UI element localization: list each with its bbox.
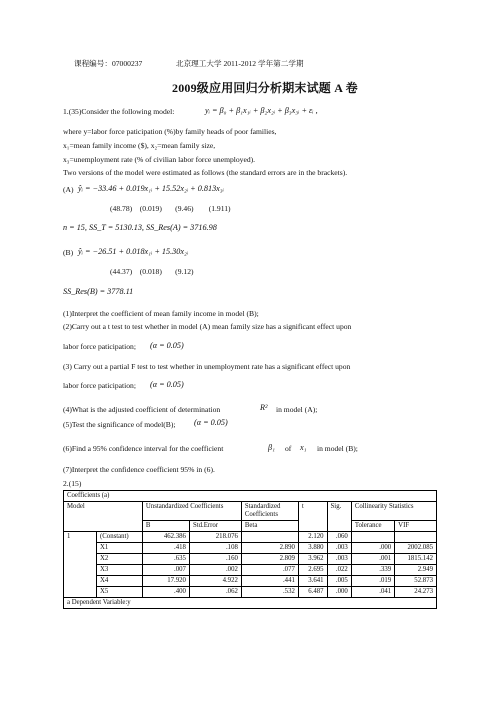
- row-b: 17.920: [142, 576, 189, 587]
- row-b: .635: [142, 554, 189, 565]
- item-6-tail: in model (B);: [317, 444, 358, 453]
- q1-where-line: where y=labor force paticipation (%)by family heads of poor families,: [63, 127, 277, 136]
- course-code: 课程编号：07000237: [74, 59, 143, 68]
- subheader-beta: Beta: [241, 521, 298, 532]
- row-b: .418: [142, 543, 189, 554]
- row-se: .062: [189, 587, 241, 598]
- item-7: (7)Interpret the confidence coefficient 95% in (6).: [63, 465, 215, 474]
- subheader-tolerance: Tolerance: [351, 521, 394, 532]
- item-4-tail: in model (A);: [276, 405, 318, 414]
- row-tolerance: .019: [351, 576, 394, 587]
- table-row: [64, 576, 437, 587]
- table-row: [64, 532, 437, 543]
- row-vif: 24.273: [395, 587, 437, 598]
- row-t: 2.695: [298, 565, 327, 576]
- header-t: t: [298, 502, 327, 532]
- q1-model-equation: yᵢ = β₀ + β₁x₁ᵢ + β₂x₂ᵢ + β₃x₃ᵢ + εᵢ ,: [205, 106, 318, 115]
- row-vif: [395, 532, 437, 543]
- model-a-stats: n = 15, SS_T = 5130.13, SS_Res(A) = 3716.98: [63, 223, 217, 232]
- item-2-line-1: (2)Carry out a t test to test whether in model (A) mean family size has a significant effect upon: [63, 322, 352, 331]
- row-t: 3.880: [298, 543, 327, 554]
- q2-lead: 2.(15): [63, 479, 82, 488]
- model-a-equation: ŷᵢ = −33.46 + 0.019x₁ᵢ + 15.52x₂ᵢ + 0.813x₃ᵢ: [78, 184, 224, 193]
- q1-x1x2-line: x₁=mean family income ($), x₂=mean family size,: [63, 141, 216, 150]
- row-vif: 2.949: [395, 565, 437, 576]
- row-sig: .060: [327, 532, 351, 543]
- table-row: [64, 543, 437, 554]
- item-6: (6)Find a 95% confidence interval for the coefficient: [63, 444, 224, 453]
- row-se: .160: [189, 554, 241, 565]
- item-6-of: of: [285, 444, 292, 453]
- row-se: .002: [189, 565, 241, 576]
- model-b-standard-errors: (44.37) (0.018) (9.12): [110, 267, 194, 276]
- q1-two-versions: Two versions of the model were estimated as follows (the standard errors are in the brackets).: [63, 168, 348, 177]
- item-2-line-2: labor force paticipation;: [63, 342, 136, 351]
- table-row: [64, 554, 437, 565]
- header-sig: Sig.: [327, 502, 351, 532]
- item-1: (1)Interpret the coefficient of mean family income in model (B);: [63, 309, 259, 318]
- row-t: 3.641: [298, 576, 327, 587]
- subheader-vif: VIF: [395, 521, 437, 532]
- model-b-stats: SS_Res(B) = 3778.11: [63, 287, 134, 296]
- row-t: 3.962: [298, 554, 327, 565]
- q1-x3-line: x₃=unemployment rate (% of civilian labor force unemployed).: [63, 155, 256, 164]
- item-5-alpha: (α = 0.05): [194, 418, 228, 427]
- coefficients-table: [63, 490, 437, 609]
- row-tolerance: .041: [351, 587, 394, 598]
- row-name: X4: [97, 576, 143, 587]
- table-row: [64, 587, 437, 598]
- page-title: 2009级应用回归分析期末试题 A 卷: [172, 81, 358, 95]
- row-beta: [241, 532, 298, 543]
- row-beta: 2.809: [241, 554, 298, 565]
- header-collinearity: Collinearity Statistics: [351, 502, 436, 521]
- table-caption: Coefficients (a): [64, 491, 437, 502]
- row-beta: .441: [241, 576, 298, 587]
- header-unstandardized: Unstandardized Coefficients: [142, 502, 241, 521]
- row-se: .108: [189, 543, 241, 554]
- row-b: .400: [142, 587, 189, 598]
- row-beta: 2.890: [241, 543, 298, 554]
- row-sig: .003: [327, 543, 351, 554]
- row-b: 462.386: [142, 532, 189, 543]
- model-b-equation: ŷᵢ = −26.51 + 0.018x₁ᵢ + 15.30x₂ᵢ: [78, 247, 189, 256]
- item-3-alpha: (α = 0.05): [150, 380, 184, 389]
- model-a-label: (A): [63, 185, 74, 194]
- item-3-line-2: labor force paticipation;: [63, 381, 136, 390]
- model-a-standard-errors: (48.78) (0.019) (9.46) (1.911): [110, 204, 231, 213]
- row-name: X5: [97, 587, 143, 598]
- item-4: (4)What is the adjusted coefficient of determination: [63, 405, 221, 414]
- header-standardized: Standardized Coefficients: [241, 502, 298, 521]
- row-vif: 2002.085: [395, 543, 437, 554]
- row-name: X3: [97, 565, 143, 576]
- table-row: [64, 565, 437, 576]
- row-name: X1: [97, 543, 143, 554]
- item-5: (5)Test the significance of model(B);: [63, 420, 176, 429]
- item-3-line-1: (3) Carry out a partial F test to test whether in unemployment rate has a significant effect upon: [63, 362, 351, 371]
- item-2-alpha: (α = 0.05): [150, 341, 184, 350]
- row-t: 2.120: [298, 532, 327, 543]
- row-sig: .000: [327, 587, 351, 598]
- row-sig: .005: [327, 576, 351, 587]
- subheader-b: B: [142, 521, 189, 532]
- row-se: 218.076: [189, 532, 241, 543]
- row-sig: .022: [327, 565, 351, 576]
- row-tolerance: [351, 532, 394, 543]
- row-tolerance: .000: [351, 543, 394, 554]
- row-sig: .003: [327, 554, 351, 565]
- row-name: X2: [97, 554, 143, 565]
- row-b: .007: [142, 565, 189, 576]
- row-t: 6.487: [298, 587, 327, 598]
- row-name: (Constant): [97, 532, 143, 543]
- header-model: Model: [64, 502, 143, 532]
- item-6-beta: β₁: [268, 443, 275, 452]
- q1-lead: 1.(35)Consider the following model:: [63, 107, 175, 116]
- row-beta: .532: [241, 587, 298, 598]
- subheader-std-error: Std.Error: [189, 521, 241, 532]
- row-vif: 52.873: [395, 576, 437, 587]
- row-beta: .077: [241, 565, 298, 576]
- row-vif: 1815.142: [395, 554, 437, 565]
- row-se: 4.922: [189, 576, 241, 587]
- school-term: 北京理工大学 2011-2012 学年第二学期: [176, 59, 304, 68]
- table-footnote: a Dependent Variable:y: [64, 598, 437, 609]
- item-6-x1: x₁: [300, 443, 307, 452]
- row-tolerance: .001: [351, 554, 394, 565]
- model-number: 1: [64, 532, 97, 598]
- model-b-label: (B): [63, 248, 74, 257]
- row-tolerance: .339: [351, 565, 394, 576]
- item-4-symbol: R²: [260, 403, 268, 412]
